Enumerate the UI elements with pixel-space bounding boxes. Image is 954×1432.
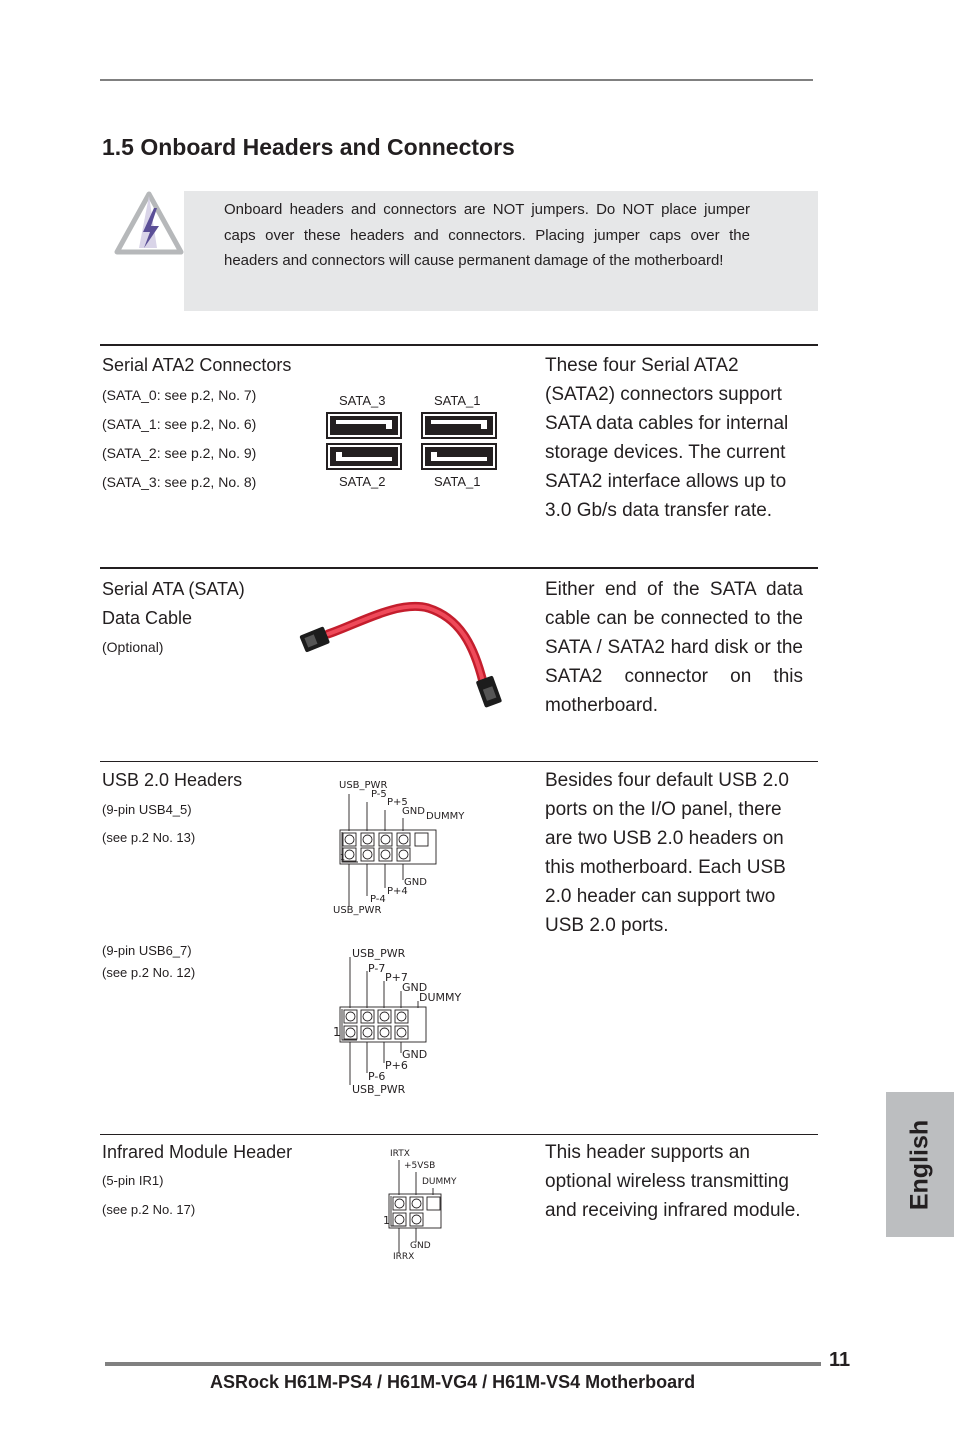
sata1-bottom-label: SATA_1 <box>434 474 481 489</box>
usb2-p6-label: P-6 <box>368 1070 386 1083</box>
usb2-gnd-bottom-label: GND <box>402 1048 428 1061</box>
ir-pins: (5-pin IR1) <box>102 1173 164 1188</box>
usb1-p4plus-label: P+4 <box>387 886 408 897</box>
footer-text: ASRock H61M-PS4 / H61M-VG4 / H61M-VS4 Motherboard <box>210 1372 696 1392</box>
usb67-header-diagram <box>335 955 435 1090</box>
page-number: 11 <box>829 1349 851 1371</box>
ir-5vsb-label: +5VSB <box>404 1161 436 1171</box>
usb1-p5-label: P-5 <box>371 789 387 800</box>
sata3-ref: (SATA_3: see p.2, No. 8) <box>102 474 257 490</box>
usb-title: USB 2.0 Headers <box>102 770 243 790</box>
usb-description: Besides four default USB 2.0 ports on the I/O panel, there are two USB 2.0 headers on this motherboard. Each USB 2.0 header can support two USB 2.0 ports. <box>545 770 789 936</box>
usb2-gnd-top-label: GND <box>402 981 428 994</box>
warning-triangle-icon <box>113 190 185 258</box>
usb67-ref: (see p.2 No. 12) <box>102 965 196 980</box>
usb1-pin1-label: 1 <box>340 853 346 862</box>
section-divider <box>100 567 818 569</box>
ir-ref: (see p.2 No. 17) <box>102 1202 196 1217</box>
sata-cable-description: Either end of the SATA data cable can be connected to the SATA / SATA2 hard disk or the SATA2 connector on this motherboard. <box>545 579 803 716</box>
usb2-pin1-label: 1 <box>333 1025 341 1039</box>
language-tab <box>886 1092 954 1237</box>
ir-header-diagram <box>385 1158 447 1256</box>
usb1-p4-label: P-4 <box>370 894 386 905</box>
section-divider <box>100 344 818 346</box>
usb1-dummy-label: DUMMY <box>426 811 465 822</box>
sata2-ref: (SATA_2: see p.2, No. 9) <box>102 445 257 461</box>
usb2-p7-label: P-7 <box>368 962 386 975</box>
sata2-description: These four Serial ATA2 (SATA2) connectors support SATA data cables for internal storage devices. The current SATA2 interface allows up to 3.0 Gb/s data transfer rate. <box>545 355 789 521</box>
usb2-pwr-bottom-label: USB_PWR <box>352 1083 406 1096</box>
footer-rule <box>105 1362 821 1366</box>
ir-title: Infrared Module Header <box>102 1142 293 1162</box>
usb1-pwr-bottom-label: USB_PWR <box>333 905 382 916</box>
sata-cable-optional: (Optional) <box>102 639 164 655</box>
usb2-pwr-top-label: USB_PWR <box>352 947 406 960</box>
sata1-ref: (SATA_1: see p.2, No. 6) <box>102 416 257 432</box>
usb45-pins: (9-pin USB4_5) <box>102 802 192 817</box>
usb2-p6plus-label: P+6 <box>385 1059 408 1072</box>
sata1-top-label: SATA_1 <box>434 393 481 408</box>
top-rule <box>100 79 813 81</box>
ir-gnd-label: GND <box>410 1241 431 1251</box>
sata2-label: SATA_2 <box>339 474 386 489</box>
section-divider <box>100 761 818 762</box>
usb1-p5plus-label: P+5 <box>387 797 408 808</box>
ir-dummy-label: DUMMY <box>422 1177 457 1187</box>
ir-irrx-label: IRRX <box>393 1252 415 1262</box>
usb1-gnd-top-label: GND <box>402 806 425 817</box>
usb2-dummy-label: DUMMY <box>419 991 462 1004</box>
ir-pin1-label: 1 <box>383 1214 390 1227</box>
sata3-label: SATA_3 <box>339 393 386 408</box>
sata-cable-title-2: Data Cable <box>102 608 193 628</box>
sata-cable-title-1: Serial ATA (SATA) <box>102 579 245 599</box>
usb67-pins: (9-pin USB6_7) <box>102 943 192 958</box>
section-divider <box>100 1134 818 1135</box>
sata2-title: Serial ATA2 Connectors <box>102 355 292 375</box>
sata0-ref: (SATA_0: see p.2, No. 7) <box>102 387 257 403</box>
usb2-p7plus-label: P+7 <box>385 971 408 984</box>
language-tab-label: English <box>905 1119 934 1210</box>
usb1-pwr-top-label: USB_PWR <box>339 780 388 791</box>
caution-text: Onboard headers and connectors are NOT jumpers. Do NOT place jumper caps over these headers and connectors. Placing jumper caps over the headers and connectors will cause permanent damage of the motherboard! <box>224 201 750 269</box>
usb45-header-diagram <box>330 788 440 913</box>
usb1-gnd-bottom-label: GND <box>404 877 427 888</box>
sata-connectors-diagram <box>326 412 498 470</box>
ir-irtx-label: IRTX <box>390 1149 410 1159</box>
section-heading: 1.5 Onboard Headers and Connectors <box>102 134 515 160</box>
sata-cable-image <box>298 596 508 710</box>
usb45-ref: (see p.2 No. 13) <box>102 830 196 845</box>
ir-description: This header supports an optional wireless transmitting and receiving infrared module. <box>545 1142 801 1221</box>
